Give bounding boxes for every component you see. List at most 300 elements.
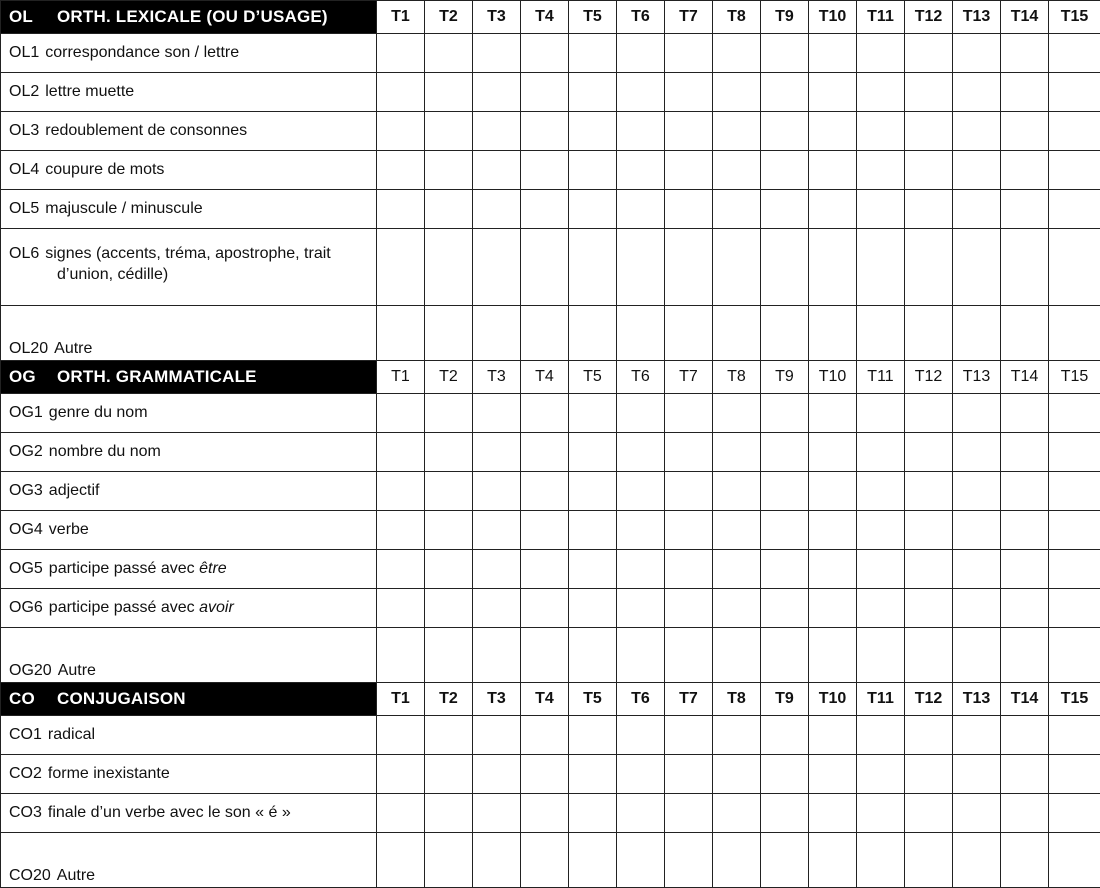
check-cell-t5[interactable] [569,151,617,190]
check-cell-t15[interactable] [1049,833,1100,888]
check-cell-t7[interactable] [665,472,713,511]
check-cell-t8[interactable] [713,472,761,511]
check-cell-t3[interactable] [473,34,521,73]
check-cell-t9[interactable] [761,833,809,888]
column-header-t2: T2 [425,361,473,394]
check-cell-t9[interactable] [761,716,809,755]
check-cell-t3[interactable] [473,306,521,361]
column-header-t10: T10 [809,683,857,716]
check-cell-t4[interactable] [521,511,569,550]
check-cell-t5[interactable] [569,190,617,229]
check-cell-t15[interactable] [1049,151,1100,190]
check-cell-t10[interactable] [809,755,857,794]
row-description: nombre du nom [49,443,161,460]
check-cell-t13[interactable] [953,394,1001,433]
check-cell-t4[interactable] [521,550,569,589]
column-header-t13: T13 [953,1,1001,34]
check-cell-t6[interactable] [617,190,665,229]
check-cell-t2[interactable] [425,628,473,683]
check-cell-t5[interactable] [569,34,617,73]
check-cell-t4[interactable] [521,112,569,151]
check-cell-t7[interactable] [665,34,713,73]
row-label-cell [1,190,377,229]
check-cell-t2[interactable] [425,833,473,888]
check-cell-t12[interactable] [905,833,953,888]
column-header-t8: T8 [713,361,761,394]
check-cell-t9[interactable] [761,34,809,73]
check-cell-t8[interactable] [713,833,761,888]
check-cell-t9[interactable] [761,589,809,628]
check-cell-t5[interactable] [569,833,617,888]
check-cell-t7[interactable] [665,151,713,190]
table-row-ol6 [1,229,1100,306]
check-cell-t4[interactable] [521,794,569,833]
check-cell-t13[interactable] [953,73,1001,112]
table-row-ol3 [1,112,1100,151]
check-cell-t12[interactable] [905,73,953,112]
check-cell-t12[interactable] [905,589,953,628]
check-cell-t6[interactable] [617,589,665,628]
check-cell-t1[interactable] [377,833,425,888]
check-cell-t5[interactable] [569,716,617,755]
check-cell-t12[interactable] [905,472,953,511]
column-header-t13: T13 [953,361,1001,394]
check-cell-t4[interactable] [521,73,569,112]
check-cell-t15[interactable] [1049,229,1100,306]
check-cell-t7[interactable] [665,73,713,112]
check-cell-t2[interactable] [425,794,473,833]
check-cell-t14[interactable] [1001,550,1049,589]
check-cell-t8[interactable] [713,511,761,550]
row-label-cell [1,550,377,589]
check-cell-t13[interactable] [953,472,1001,511]
check-cell-t14[interactable] [1001,511,1049,550]
check-cell-t13[interactable] [953,755,1001,794]
check-cell-t11[interactable] [857,306,905,361]
check-cell-t11[interactable] [857,151,905,190]
check-cell-t13[interactable] [953,34,1001,73]
check-cell-t13[interactable] [953,229,1001,306]
check-cell-t15[interactable] [1049,190,1100,229]
column-header-t12: T12 [905,683,953,716]
check-cell-t4[interactable] [521,755,569,794]
check-cell-t13[interactable] [953,433,1001,472]
check-cell-t1[interactable] [377,190,425,229]
check-cell-t15[interactable] [1049,794,1100,833]
column-header-t5: T5 [569,361,617,394]
check-cell-t13[interactable] [953,716,1001,755]
check-cell-t13[interactable] [953,511,1001,550]
check-cell-t14[interactable] [1001,394,1049,433]
check-cell-t10[interactable] [809,73,857,112]
check-cell-t11[interactable] [857,394,905,433]
check-cell-t9[interactable] [761,550,809,589]
check-cell-t15[interactable] [1049,755,1100,794]
check-cell-t8[interactable] [713,112,761,151]
check-cell-t12[interactable] [905,394,953,433]
check-cell-t4[interactable] [521,151,569,190]
check-cell-t8[interactable] [713,716,761,755]
check-cell-t14[interactable] [1001,794,1049,833]
check-cell-t3[interactable] [473,190,521,229]
check-cell-t10[interactable] [809,550,857,589]
check-cell-t7[interactable] [665,229,713,306]
row-description: genre du nom [49,404,148,421]
check-cell-t3[interactable] [473,628,521,683]
check-cell-t5[interactable] [569,306,617,361]
check-cell-t10[interactable] [809,628,857,683]
check-cell-t11[interactable] [857,73,905,112]
check-cell-t6[interactable] [617,628,665,683]
check-cell-t5[interactable] [569,589,617,628]
check-cell-t9[interactable] [761,73,809,112]
check-cell-t10[interactable] [809,472,857,511]
check-cell-t6[interactable] [617,833,665,888]
check-cell-t5[interactable] [569,794,617,833]
check-cell-t3[interactable] [473,794,521,833]
check-cell-t13[interactable] [953,833,1001,888]
check-cell-t8[interactable] [713,190,761,229]
check-cell-t15[interactable] [1049,550,1100,589]
check-cell-t7[interactable] [665,550,713,589]
check-cell-t9[interactable] [761,472,809,511]
check-cell-t8[interactable] [713,229,761,306]
check-cell-t12[interactable] [905,433,953,472]
check-cell-t12[interactable] [905,34,953,73]
check-cell-t8[interactable] [713,394,761,433]
row-code: OL5 [9,200,39,218]
check-cell-t5[interactable] [569,73,617,112]
check-cell-t2[interactable] [425,550,473,589]
check-cell-t13[interactable] [953,589,1001,628]
check-cell-t6[interactable] [617,716,665,755]
check-cell-t10[interactable] [809,190,857,229]
check-cell-t11[interactable] [857,794,905,833]
check-cell-t2[interactable] [425,433,473,472]
check-cell-t5[interactable] [569,394,617,433]
check-cell-t9[interactable] [761,112,809,151]
check-cell-t12[interactable] [905,511,953,550]
check-cell-t13[interactable] [953,628,1001,683]
check-cell-t2[interactable] [425,112,473,151]
check-cell-t12[interactable] [905,716,953,755]
check-cell-t1[interactable] [377,472,425,511]
check-cell-t7[interactable] [665,628,713,683]
check-cell-t5[interactable] [569,550,617,589]
check-cell-t13[interactable] [953,151,1001,190]
check-cell-t1[interactable] [377,394,425,433]
check-cell-t10[interactable] [809,306,857,361]
check-cell-t9[interactable] [761,433,809,472]
row-label-cell [1,755,377,794]
check-cell-t5[interactable] [569,112,617,151]
check-cell-t1[interactable] [377,151,425,190]
check-cell-t14[interactable] [1001,589,1049,628]
check-cell-t4[interactable] [521,190,569,229]
check-cell-t2[interactable] [425,306,473,361]
check-cell-t9[interactable] [761,628,809,683]
check-cell-t2[interactable] [425,229,473,306]
check-cell-t11[interactable] [857,34,905,73]
check-cell-t1[interactable] [377,229,425,306]
check-cell-t9[interactable] [761,229,809,306]
check-cell-t13[interactable] [953,550,1001,589]
check-cell-t12[interactable] [905,229,953,306]
section-code: OG [9,367,57,387]
check-cell-t11[interactable] [857,833,905,888]
check-cell-t13[interactable] [953,190,1001,229]
check-cell-t2[interactable] [425,589,473,628]
check-cell-t2[interactable] [425,755,473,794]
check-cell-t10[interactable] [809,589,857,628]
check-cell-t11[interactable] [857,229,905,306]
check-cell-t4[interactable] [521,589,569,628]
check-cell-t9[interactable] [761,394,809,433]
check-cell-t7[interactable] [665,833,713,888]
check-cell-t3[interactable] [473,229,521,306]
check-cell-t14[interactable] [1001,716,1049,755]
check-cell-t1[interactable] [377,112,425,151]
table-row-og20 [1,628,1100,683]
check-cell-t6[interactable] [617,306,665,361]
table-row-co20 [1,833,1100,888]
check-cell-t14[interactable] [1001,112,1049,151]
row-description: correspondance son / lettre [45,44,239,61]
check-cell-t3[interactable] [473,716,521,755]
column-header-t10: T10 [809,1,857,34]
check-cell-t7[interactable] [665,511,713,550]
check-cell-t6[interactable] [617,511,665,550]
check-cell-t14[interactable] [1001,229,1049,306]
check-cell-t10[interactable] [809,794,857,833]
check-cell-t11[interactable] [857,511,905,550]
check-cell-t14[interactable] [1001,306,1049,361]
check-cell-t5[interactable] [569,511,617,550]
check-cell-t8[interactable] [713,151,761,190]
check-cell-t9[interactable] [761,755,809,794]
check-cell-t3[interactable] [473,151,521,190]
check-cell-t11[interactable] [857,628,905,683]
check-cell-t4[interactable] [521,34,569,73]
check-cell-t10[interactable] [809,716,857,755]
check-cell-t12[interactable] [905,151,953,190]
check-cell-t11[interactable] [857,433,905,472]
check-cell-t2[interactable] [425,394,473,433]
check-cell-t1[interactable] [377,433,425,472]
check-cell-t5[interactable] [569,628,617,683]
check-cell-t2[interactable] [425,190,473,229]
check-cell-t10[interactable] [809,112,857,151]
column-header-t3: T3 [473,1,521,34]
check-cell-t2[interactable] [425,34,473,73]
check-cell-t14[interactable] [1001,628,1049,683]
check-cell-t4[interactable] [521,472,569,511]
check-cell-t1[interactable] [377,306,425,361]
table-row-og5 [1,550,1100,589]
check-cell-t10[interactable] [809,229,857,306]
check-cell-t12[interactable] [905,190,953,229]
check-cell-t2[interactable] [425,472,473,511]
check-cell-t1[interactable] [377,73,425,112]
check-cell-t7[interactable] [665,190,713,229]
check-cell-t10[interactable] [809,34,857,73]
check-cell-t8[interactable] [713,589,761,628]
check-cell-t7[interactable] [665,306,713,361]
check-cell-t1[interactable] [377,755,425,794]
check-cell-t11[interactable] [857,550,905,589]
check-cell-t13[interactable] [953,112,1001,151]
check-cell-t11[interactable] [857,716,905,755]
check-cell-t12[interactable] [905,306,953,361]
row-description: forme inexistante [48,765,170,782]
check-cell-t10[interactable] [809,511,857,550]
check-cell-t8[interactable] [713,628,761,683]
check-cell-t6[interactable] [617,755,665,794]
column-header-t10: T10 [809,361,857,394]
check-cell-t4[interactable] [521,433,569,472]
check-cell-t15[interactable] [1049,394,1100,433]
check-cell-t8[interactable] [713,306,761,361]
check-cell-t6[interactable] [617,433,665,472]
check-cell-t11[interactable] [857,112,905,151]
check-cell-t4[interactable] [521,306,569,361]
check-cell-t1[interactable] [377,628,425,683]
check-cell-t6[interactable] [617,112,665,151]
check-cell-t3[interactable] [473,433,521,472]
check-cell-t9[interactable] [761,306,809,361]
check-cell-t9[interactable] [761,511,809,550]
check-cell-t12[interactable] [905,794,953,833]
check-cell-t6[interactable] [617,34,665,73]
check-cell-t9[interactable] [761,151,809,190]
column-header-t13: T13 [953,683,1001,716]
check-cell-t9[interactable] [761,794,809,833]
row-description: participe passé avec [49,599,195,616]
check-cell-t13[interactable] [953,306,1001,361]
check-cell-t3[interactable] [473,112,521,151]
check-cell-t1[interactable] [377,589,425,628]
check-cell-t2[interactable] [425,511,473,550]
check-cell-t6[interactable] [617,151,665,190]
check-cell-t10[interactable] [809,433,857,472]
check-cell-t4[interactable] [521,833,569,888]
row-description: radical [48,726,95,743]
check-cell-t5[interactable] [569,472,617,511]
check-cell-t14[interactable] [1001,190,1049,229]
check-cell-t14[interactable] [1001,833,1049,888]
section-header-og [1,361,1100,394]
check-cell-t11[interactable] [857,589,905,628]
check-cell-t14[interactable] [1001,472,1049,511]
check-cell-t2[interactable] [425,151,473,190]
check-cell-t12[interactable] [905,628,953,683]
check-cell-t1[interactable] [377,716,425,755]
check-cell-t7[interactable] [665,794,713,833]
check-cell-t1[interactable] [377,511,425,550]
check-cell-t15[interactable] [1049,716,1100,755]
check-cell-t15[interactable] [1049,34,1100,73]
check-cell-t9[interactable] [761,190,809,229]
check-cell-t7[interactable] [665,112,713,151]
check-cell-t6[interactable] [617,73,665,112]
check-cell-t6[interactable] [617,472,665,511]
check-cell-t15[interactable] [1049,73,1100,112]
check-cell-t8[interactable] [713,73,761,112]
check-cell-t11[interactable] [857,190,905,229]
check-cell-t12[interactable] [905,112,953,151]
check-cell-t14[interactable] [1001,151,1049,190]
check-cell-t3[interactable] [473,755,521,794]
check-cell-t6[interactable] [617,794,665,833]
check-cell-t8[interactable] [713,550,761,589]
check-cell-t7[interactable] [665,589,713,628]
check-cell-t4[interactable] [521,628,569,683]
check-cell-t3[interactable] [473,550,521,589]
check-cell-t10[interactable] [809,151,857,190]
check-cell-t15[interactable] [1049,511,1100,550]
check-cell-t5[interactable] [569,229,617,306]
check-cell-t6[interactable] [617,394,665,433]
check-cell-t4[interactable] [521,394,569,433]
check-cell-t14[interactable] [1001,34,1049,73]
check-cell-t8[interactable] [713,755,761,794]
check-cell-t8[interactable] [713,433,761,472]
check-cell-t15[interactable] [1049,433,1100,472]
check-cell-t5[interactable] [569,433,617,472]
check-cell-t14[interactable] [1001,73,1049,112]
column-header-t9: T9 [761,1,809,34]
check-cell-t7[interactable] [665,433,713,472]
check-cell-t7[interactable] [665,394,713,433]
check-cell-t15[interactable] [1049,589,1100,628]
check-cell-t8[interactable] [713,794,761,833]
check-cell-t7[interactable] [665,716,713,755]
check-cell-t2[interactable] [425,716,473,755]
check-cell-t15[interactable] [1049,628,1100,683]
check-cell-t1[interactable] [377,794,425,833]
check-cell-t15[interactable] [1049,112,1100,151]
check-cell-t12[interactable] [905,550,953,589]
check-cell-t10[interactable] [809,833,857,888]
check-cell-t11[interactable] [857,472,905,511]
check-cell-t2[interactable] [425,73,473,112]
check-cell-t15[interactable] [1049,472,1100,511]
check-cell-t13[interactable] [953,794,1001,833]
check-cell-t6[interactable] [617,229,665,306]
check-cell-t5[interactable] [569,755,617,794]
check-cell-t7[interactable] [665,755,713,794]
check-cell-t4[interactable] [521,229,569,306]
check-cell-t10[interactable] [809,394,857,433]
check-cell-t14[interactable] [1001,755,1049,794]
check-cell-t1[interactable] [377,550,425,589]
check-cell-t12[interactable] [905,755,953,794]
check-cell-t3[interactable] [473,472,521,511]
check-cell-t3[interactable] [473,394,521,433]
check-cell-t15[interactable] [1049,306,1100,361]
check-cell-t14[interactable] [1001,433,1049,472]
column-header-t8: T8 [713,1,761,34]
check-cell-t3[interactable] [473,589,521,628]
check-cell-t3[interactable] [473,833,521,888]
check-cell-t4[interactable] [521,716,569,755]
check-cell-t3[interactable] [473,511,521,550]
check-cell-t8[interactable] [713,34,761,73]
check-cell-t1[interactable] [377,34,425,73]
check-cell-t3[interactable] [473,73,521,112]
check-cell-t11[interactable] [857,755,905,794]
check-cell-t6[interactable] [617,550,665,589]
